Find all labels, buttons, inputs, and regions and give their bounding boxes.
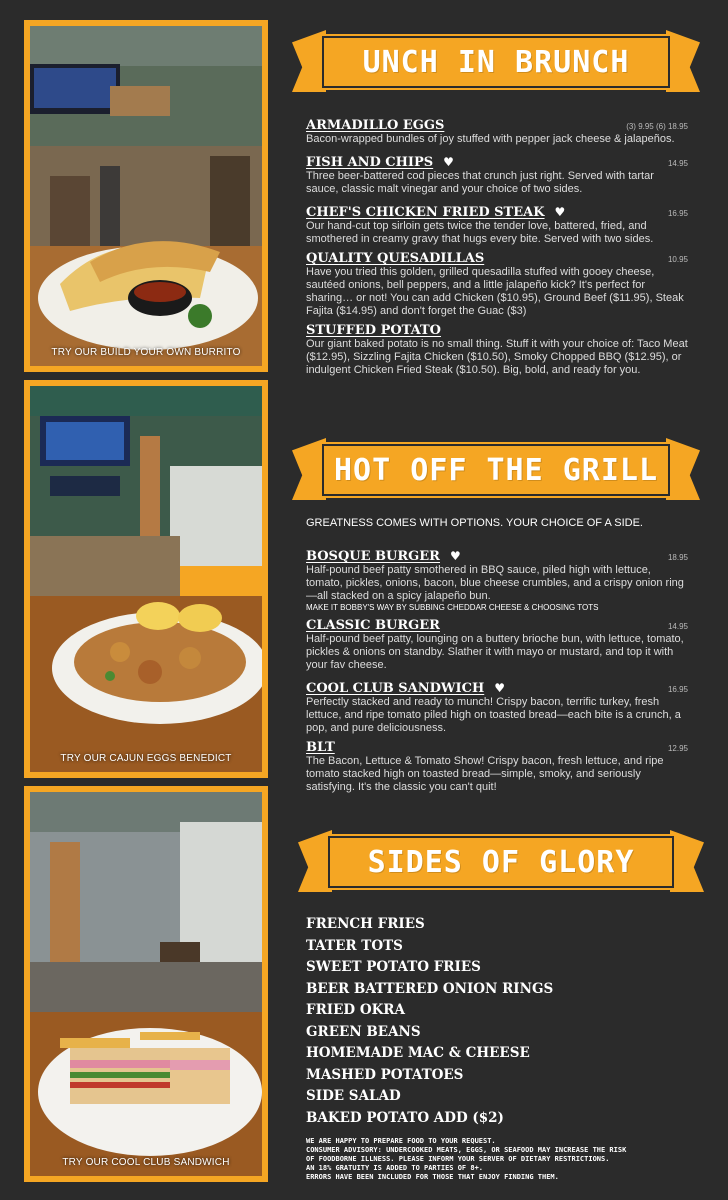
- side-item: SWEET POTATO FRIES: [306, 959, 481, 975]
- disclaimer-line: AN 18% GRATUITY IS ADDED TO PARTIES OF 8+.: [306, 1164, 484, 1172]
- item-name: FISH AND CHIPS: [306, 155, 434, 170]
- photo-club-sandwich: [24, 786, 268, 1182]
- item-description: Perfectly stacked and ready to munch! Crispy bacon, terrific turkey, fresh lettuce, and ripe tomato piled high on toasted bread—each bite is a crunch, a pop, and pure deliciousness.: [306, 696, 681, 734]
- item-name: CLASSIC BURGER: [306, 618, 440, 633]
- menu-item: [306, 677, 688, 735]
- item-name: QUALITY QUESADILLAS: [306, 251, 485, 266]
- item-description: The Bacon, Lettuce & Tomato Show! Crispy bacon, fresh lettuce, and ripe tomato stacked high on toasted bread—simple, smoky, and seriously satisfying. It's the classic you can't quit!: [306, 755, 664, 793]
- menu-item: [306, 251, 688, 318]
- photo-eggs-benedict: [24, 380, 268, 778]
- item-price: 16.95: [667, 209, 688, 218]
- section-intro: GREATNESS COMES WITH OPTIONS. YOUR CHOICE OF A SIDE.: [306, 517, 643, 529]
- heart-icon: ♥: [494, 681, 505, 695]
- burrito-photo-image: [30, 26, 262, 366]
- item-name: STUFFED POTATO: [306, 323, 442, 338]
- item-description: Three beer-battered cod pieces that crunch just right. Served with tartar sauce, classic malt vinegar and your choice of two sides.: [306, 170, 654, 195]
- grill-menu: [306, 517, 688, 799]
- item-price: 18.95: [667, 553, 688, 562]
- section-title: SIDES OF GLORY: [367, 844, 635, 880]
- side-item: BEER BATTERED ONION RINGS: [306, 980, 554, 997]
- menu-item: [306, 201, 688, 246]
- menu-item: [306, 151, 688, 196]
- disclaimer-line: CONSUMER ADVISORY: UNDERCOOKED MEATS, EGGS, OR SEAFOOD MAY INCREASE THE RISK: [306, 1146, 627, 1154]
- item-name: ARMADILLO EGGS: [306, 118, 445, 133]
- menu-item: [306, 740, 688, 794]
- photo-caption: TRY OUR COOL CLUB SANDWICH: [62, 1157, 230, 1168]
- side-item: HOMEMADE MAC & CHEESE: [306, 1045, 530, 1061]
- item-price: 14.95: [667, 159, 688, 168]
- disclaimer-line: ERRORS HAVE BEEN INCLUDED FOR THOSE THAT ENJOY FINDING THEM.: [306, 1173, 559, 1181]
- item-name: COOL CLUB SANDWICH: [306, 681, 485, 696]
- item-price: 12.95: [667, 744, 688, 753]
- section-banner-sides: [298, 830, 704, 892]
- side-item: FRENCH FRIES: [306, 916, 425, 932]
- photo-caption: TRY OUR BUILD YOUR OWN BURRITO: [51, 347, 241, 358]
- photo-burrito: [24, 20, 268, 372]
- brunch-menu: [306, 118, 688, 382]
- heart-icon: ♥: [449, 549, 461, 563]
- item-price: (3) 9.95 (6) 18.95: [626, 122, 688, 131]
- item-name: CHEF'S CHICKEN FRIED STEAK: [306, 205, 545, 220]
- item-note: MAKE IT BOBBY'S WAY BY SUBBING CHEDDAR CHEESE & CHOOSING TOTS: [306, 603, 599, 612]
- item-description: Half-pound beef patty smothered in BBQ sauce, piled high with lettuce, tomato, pickles, onions, bacon, blue cheese crumbles, and a crispy onion ring—all stacked on a spicy jalapeño bun.: [306, 564, 684, 602]
- heart-icon: ♥: [443, 155, 454, 169]
- eggs-benedict-photo-image: [30, 386, 262, 772]
- photo-caption: TRY OUR CAJUN EGGS BENEDICT: [60, 753, 232, 764]
- item-price: 16.95: [667, 685, 688, 694]
- menu-item: [306, 118, 688, 146]
- menu-item: [306, 323, 688, 377]
- item-description: Our giant baked potato is no small thing. Stuff it with your choice of: Taco Meat ($12.95), Sizzling Fajita Chicken ($10.50), Smoky Chopped BBQ ($12.95), or indulgent Chicken Fried Steak ($10.50). Big, bold, and ready for you.: [306, 338, 688, 376]
- side-item: FRIED OKRA: [306, 1002, 406, 1018]
- item-description: Half-pound beef patty, lounging on a buttery brioche bun, with lettuce, tomato, pickles & onions on standby. Slather it with mayo or mustard, and top it with your fav cheese.: [306, 633, 684, 671]
- side-item: BAKED POTATO ADD ($2): [306, 1109, 504, 1126]
- sides-list: [306, 914, 688, 1129]
- section-title: HOT OFF THE GRILL: [333, 452, 659, 488]
- item-description: Bacon-wrapped bundles of joy stuffed with pepper jack cheese & jalapeños.: [306, 133, 675, 145]
- item-price: 14.95: [667, 622, 688, 631]
- disclaimer: [306, 1137, 688, 1182]
- item-name: BOSQUE BURGER: [306, 549, 440, 564]
- item-price: 10.95: [667, 255, 688, 264]
- item-description: Our hand-cut top sirloin gets twice the tender love, battered, fried, and smothered in creamy gravy that hugs every bite. Served with two sides.: [306, 220, 654, 245]
- menu-item: [306, 545, 688, 613]
- side-item: GREEN BEANS: [306, 1023, 421, 1040]
- side-item: TATER TOTS: [306, 937, 403, 954]
- menu-item: [306, 618, 688, 672]
- disclaimer-line: OF FOODBORNE ILLNESS. PLEASE INFORM YOUR SERVER OF DIETARY RESTRICTIONS.: [306, 1155, 610, 1163]
- side-item: MASHED POTATOES: [306, 1066, 464, 1083]
- club-sandwich-photo-image: [30, 792, 262, 1176]
- section-title: UNCH IN BRUNCH: [362, 44, 630, 80]
- section-banner-brunch: [292, 30, 700, 92]
- item-description: Have you tried this golden, grilled quesadilla stuffed with gooey cheese, sautéed onions, bell peppers, and a little jalapeño kick? It's perfect for sharing… or not! You can add Chicken ($10.95), Ground Beef ($11.95), Steak Fajita ($14.95) and don't forget the Guac ($3): [306, 266, 684, 317]
- disclaimer-line: WE ARE HAPPY TO PREPARE FOOD TO YOUR REQUEST.: [306, 1137, 496, 1145]
- item-name: BLT: [306, 740, 335, 755]
- section-banner-grill: [292, 438, 700, 500]
- heart-icon: ♥: [554, 205, 566, 219]
- side-item: SIDE SALAD: [306, 1088, 401, 1104]
